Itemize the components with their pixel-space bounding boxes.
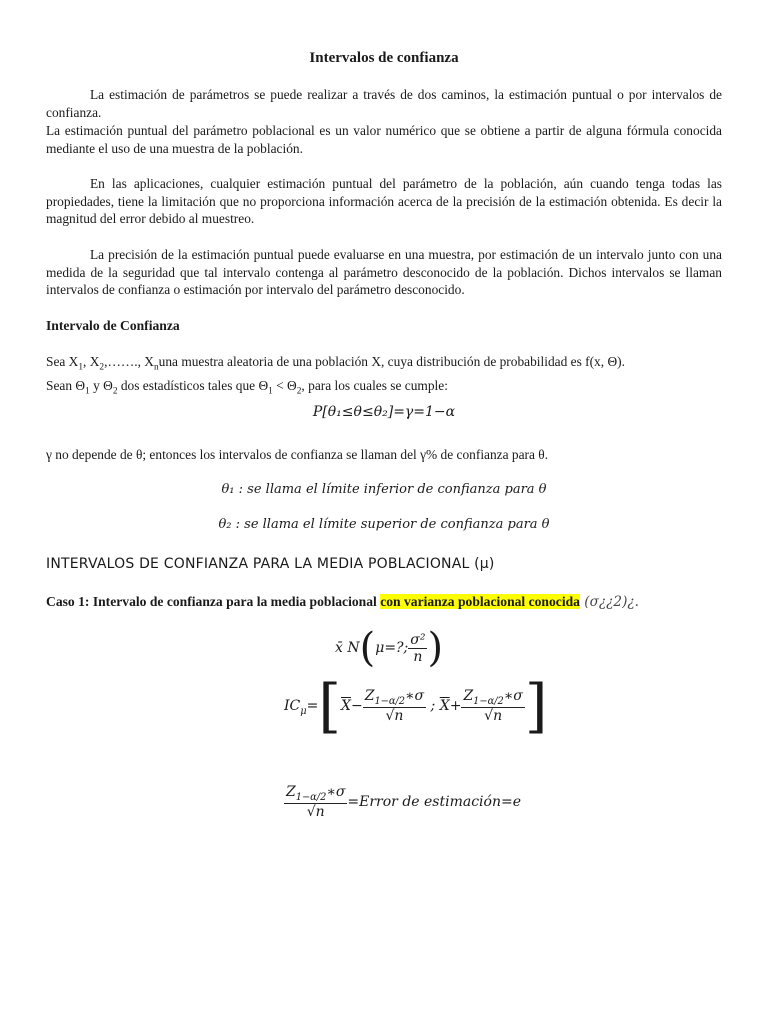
fraction-error-right <box>461 688 524 724</box>
text-segment: una muestra aleatoria de una población X, cuya distribución de probabilidad es f(x, Θ). <box>158 354 625 369</box>
subscript: 2 <box>296 386 302 397</box>
text-segment: , para los cuales se cumple: <box>301 378 448 394</box>
paragraph-precision: La precisión de la estimación puntual puede evaluarse en una muestra, por estimación de un intervalo junto con una medida de la seguridad que tal intervalo contenga al parámetro desconocido de la población. Dichos intervalos se llaman intervalos de confianza o estimación por intervalo del parámetro desconocido. <box>46 247 722 298</box>
z-term-error <box>284 784 347 804</box>
bracket-open: [ <box>318 672 341 740</box>
sqrt-n-error: √n <box>306 803 325 820</box>
paragraph-muestra <box>46 353 722 402</box>
z-symbol: Z <box>286 784 296 800</box>
ic-label: IC <box>284 698 301 714</box>
paren-open: ( <box>359 625 376 671</box>
formula-probabilidad: P[θ₁≤θ≤θ₂]=γ=1−α <box>312 404 456 420</box>
paragraph-puntual <box>46 122 722 157</box>
fraction-sigma2-n <box>408 632 427 665</box>
fraction-error <box>284 784 347 820</box>
z-symbol: Z <box>364 688 375 705</box>
formula-dist-mu: μ=?; <box>375 640 409 656</box>
z-times-sigma: ∗σ <box>503 688 523 705</box>
text-segment: Sea X <box>46 354 79 369</box>
subscript: n <box>153 362 159 373</box>
formula-error-estimacion <box>284 784 521 820</box>
subscript: 2 <box>112 386 118 397</box>
z-subscript: 1−α/2 <box>473 695 504 707</box>
xbar-right: $\overline{X}$ <box>439 698 450 714</box>
text-segment: < Θ <box>272 378 297 394</box>
subscript: 2 <box>99 362 105 373</box>
text-segment: dos estadísticos tales que Θ <box>117 378 269 394</box>
z-symbol: Z <box>463 688 474 705</box>
text-segment: , X <box>83 354 100 369</box>
paragraph-gamma: γ no depende de θ; entonces los intervalos de confianza se llaman del γ% de confianza para θ. <box>46 447 549 462</box>
subscript: 1 <box>268 386 273 397</box>
document-title: Intervalos de confianza <box>309 50 459 66</box>
z-term-left <box>363 688 426 708</box>
formula-distribucion <box>335 625 444 671</box>
z-subscript: 1−α/2 <box>295 791 327 803</box>
z-term-right <box>461 688 524 708</box>
sqrt-n-right: √n <box>484 707 503 724</box>
paragraph-intro <box>46 86 722 121</box>
formula-intervalo-confianza: $IC_\mu=[\overline{X}-$ $\frac{Z_{1-\alpha/2}∗\sigma}{√n}$ ; $\overline{X}+$ $\frac{Z_{1-\alpha/2}∗\sigma}{√n}$ ] <box>284 672 548 740</box>
text-segment: y Θ <box>89 378 113 394</box>
formula-dist-lhs: x̄ N <box>335 640 360 656</box>
paragraph-aplicaciones: En las aplicaciones, cualquier estimación puntual del parámetro de la población, aún cuando tenga todas las propiedades, tiene la limitación que no proporciona información acerca de la precisión de la estimación obtenida. Es decir la magnitud del error debido al muestreo. <box>46 176 722 227</box>
formula-limite-superior: θ₂ : se llama el límite superior de confianza para θ <box>218 517 550 532</box>
z-times-sigma: ∗σ <box>326 784 346 800</box>
xbar-left: $\overline{X}$ <box>341 698 351 714</box>
text-segment: ,……., X <box>104 354 154 369</box>
ic-subscript: μ <box>300 705 307 717</box>
caso1-highlight: con varianza poblacional conocida <box>380 594 580 609</box>
subscript: 1 <box>85 386 90 397</box>
sigma2: σ² <box>410 631 426 648</box>
paragraph-puntual-text: La estimación puntual del parámetro poblacional es un valor numérico que se obtiene a partir de alguna fórmula conocida mediante el uso de una muestra de la población. <box>46 123 722 156</box>
bracket-close: ] <box>524 672 548 740</box>
z-times-sigma: ∗σ <box>405 688 425 705</box>
sqrt-n-left: √n <box>385 707 404 724</box>
n-denominator: n <box>413 648 423 665</box>
z-subscript: 1−α/2 <box>374 695 406 707</box>
subscript: 1 <box>78 362 84 373</box>
caso1-line <box>46 594 639 610</box>
caso1-tail: (σ¿¿2)¿. <box>579 594 639 610</box>
formula-limite-inferior: θ₁ : se llama el límite inferior de confianza para θ <box>221 482 547 497</box>
paren-close: ) <box>427 625 444 671</box>
caso1-label: Caso 1: Intervalo de confianza para la media poblacional <box>46 594 381 609</box>
error-rhs: =Error de estimación=e <box>347 793 521 810</box>
text-segment: Sean Θ <box>46 378 86 394</box>
fraction-error-left <box>363 688 426 724</box>
section-heading-media: INTERVALOS DE CONFIANZA PARA LA MEDIA POBLACIONAL (μ) <box>46 556 495 572</box>
paragraph-intro-text: La estimación de parámetros se puede realizar a través de dos caminos, la estimación puntual o por intervalos de confianza. <box>46 87 722 120</box>
section-heading-intervalo: Intervalo de Confianza <box>46 318 180 333</box>
